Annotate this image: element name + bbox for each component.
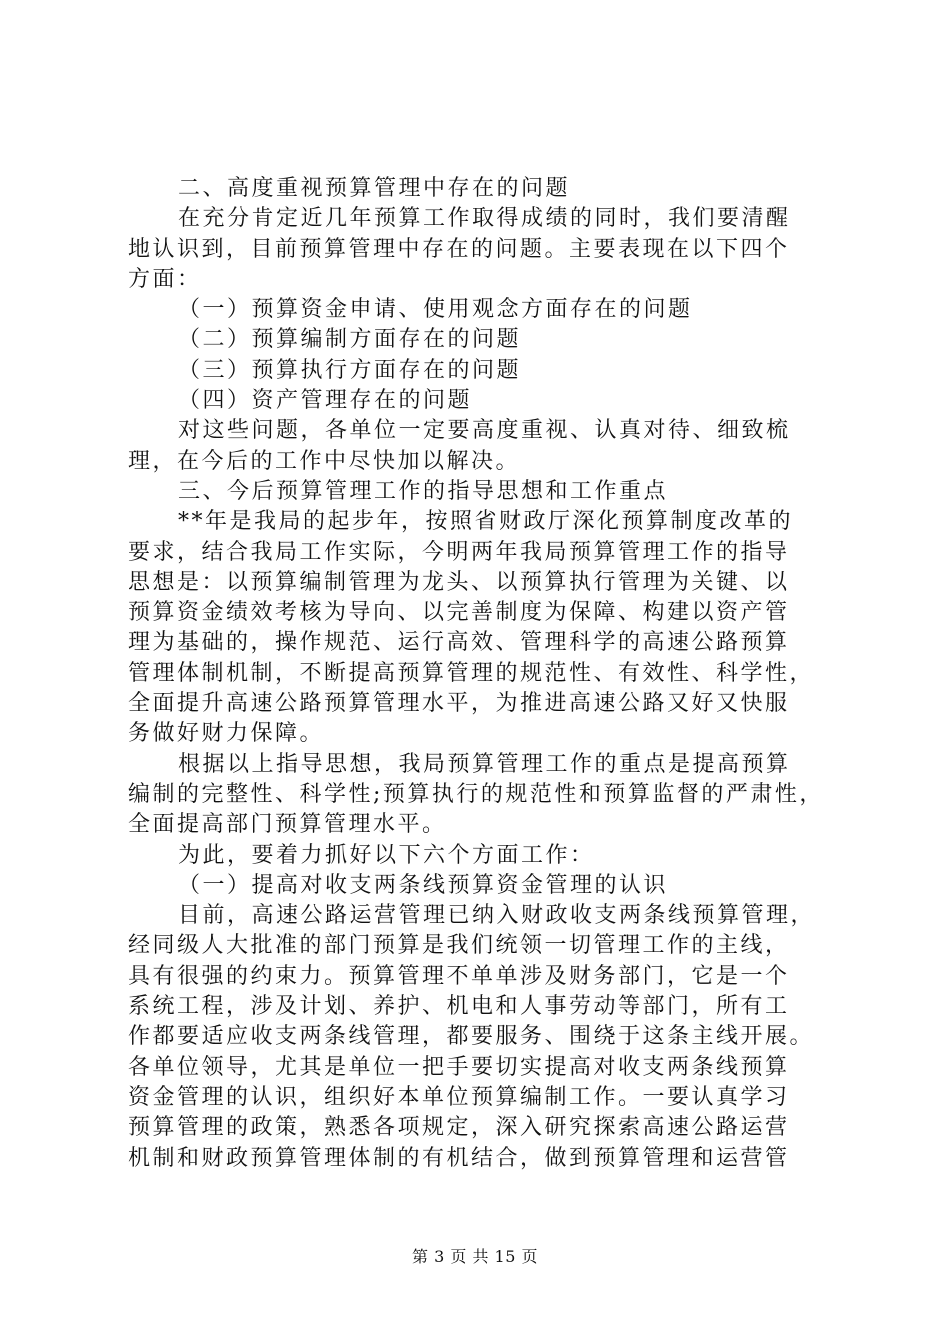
page-number-label: 第 3 页 共 15 页 xyxy=(412,1247,538,1266)
text-line: 作都要适应收支两条线管理，都要服务、围绕于这条主线开展。 xyxy=(128,1024,815,1050)
text-line: 编制的完整性、科学性;预算执行的规范性和预算监督的严肃性， xyxy=(128,781,824,807)
text-line: 具有很强的约束力。预算管理不单单涉及财务部门，它是一个 xyxy=(128,963,790,989)
text-line: 在充分肯定近几年预算工作取得成绩的同时，我们要清醒 xyxy=(178,206,791,232)
text-line: 为此，要着力抓好以下六个方面工作： xyxy=(178,842,595,868)
text-line: 各单位领导，尤其是单位一把手要切实提高对收支两条线预算 xyxy=(128,1054,790,1080)
document-body xyxy=(128,174,836,1174)
text-line: 全面提高部门预算管理水平。 xyxy=(128,812,447,838)
text-line: （一）提高对收支两条线预算资金管理的认识 xyxy=(178,872,669,898)
text-line: （二）预算编制方面存在的问题 xyxy=(178,327,522,353)
text-line: 对这些问题，各单位一定要高度重视、认真对待、细致梳 xyxy=(178,418,791,444)
page-footer xyxy=(0,1244,950,1267)
text-line: 目前，高速公路运营管理已纳入财政收支两条线预算管理， xyxy=(178,903,816,929)
text-line: 经同级人大批准的部门预算是我们统领一切管理工作的主线， xyxy=(128,933,790,959)
text-line: 系统工程，涉及计划、养护、机电和人事劳动等部门，所有工 xyxy=(128,994,790,1020)
text-line: 二、高度重视预算管理中存在的问题 xyxy=(178,176,571,201)
text-line: （一）预算资金申请、使用观念方面存在的问题 xyxy=(178,297,693,323)
text-line: 思想是：以预算编制管理为龙头、以预算执行管理为关键、以 xyxy=(128,569,790,595)
text-line: 机制和财政预算管理体制的有机结合，做到预算管理和运营管 xyxy=(128,1145,790,1171)
text-line: 全面提升高速公路预算管理水平，为推进高速公路又好又快服 xyxy=(128,691,790,717)
text-line: 理，在今后的工作中尽快加以解决。 xyxy=(128,448,521,474)
text-line: 三、今后预算管理工作的指导思想和工作重点 xyxy=(178,478,669,504)
text-line: （三）预算执行方面存在的问题 xyxy=(178,357,522,383)
text-line: 要求，结合我局工作实际，今明两年我局预算管理工作的指导 xyxy=(128,539,790,565)
text-line: 资金管理的认识，组织好本单位预算编制工作。一要认真学习 xyxy=(128,1084,790,1110)
text-line: 务做好财力保障。 xyxy=(128,721,325,747)
text-line: 预算管理的政策，熟悉各项规定，深入研究探索高速公路运营 xyxy=(128,1115,790,1141)
text-line: 理为基础的，操作规范、运行高效、管理科学的高速公路预算 xyxy=(128,630,790,656)
text-line: （四）资产管理存在的问题 xyxy=(178,388,473,414)
text-line: 方面： xyxy=(128,266,202,292)
text-line: **年是我局的起步年，按照省财政厅深化预算制度改革的 xyxy=(178,509,794,535)
text-line: 预算资金绩效考核为导向、以完善制度为保障、构建以资产管 xyxy=(128,600,790,626)
text-line: 地认识到，目前预算管理中存在的问题。主要表现在以下四个 xyxy=(128,236,790,262)
text-line: 管理体制机制，不断提高预算管理的规范性、有效性、科学性， xyxy=(128,660,815,686)
text-line: 根据以上指导思想，我局预算管理工作的重点是提高预算 xyxy=(178,751,791,777)
